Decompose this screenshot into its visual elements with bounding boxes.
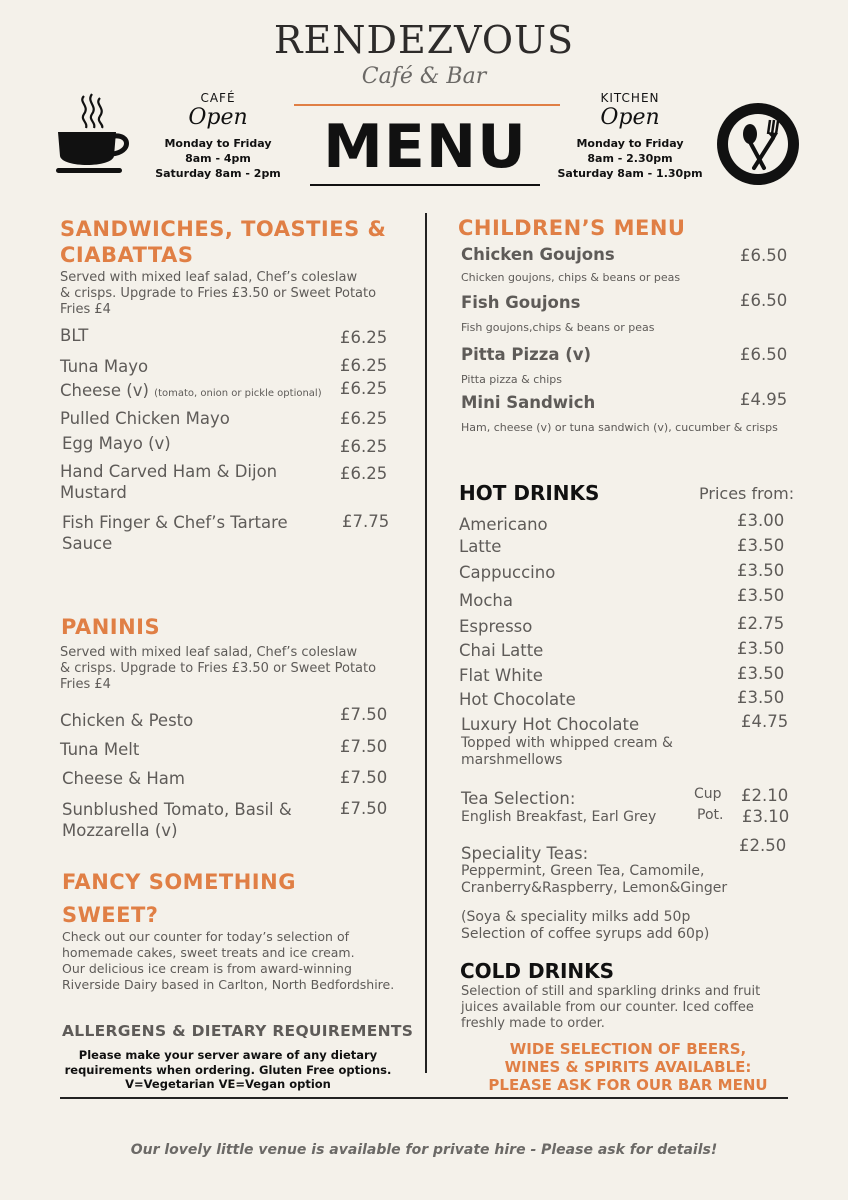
cafe-label: CAFÉ	[200, 91, 236, 105]
menu-item-name	[62, 512, 288, 554]
menu-item-price: £6.25	[340, 409, 388, 428]
desc-line: homemade cakes, sweet treats and ice cream.	[62, 945, 355, 960]
speciality-teas-price: £2.50	[739, 836, 787, 855]
menu-item-name: Chicken Goujons	[461, 245, 615, 264]
menu-item-price: £4.95	[740, 390, 788, 409]
cafe-hours-line: 8am - 4pm	[185, 152, 251, 165]
menu-item-name: Latte	[459, 537, 502, 556]
sandwiches-title-line: CIABATTAS	[60, 243, 194, 267]
menu-item-name: Cappuccino	[459, 563, 556, 582]
menu-item-name	[60, 461, 277, 503]
cup-label: Cup	[694, 786, 722, 802]
sweet-title-line: FANCY SOMETHING	[62, 870, 296, 894]
menu-item-price: £6.25	[340, 328, 388, 347]
sweet-description	[62, 929, 394, 993]
hot-drinks-title: HOT DRINKS	[459, 481, 600, 505]
cold-drinks-title: COLD DRINKS	[460, 959, 615, 983]
coffee-cup-icon	[54, 92, 134, 176]
kitchen-hours	[556, 91, 704, 181]
desc-line: Topped with whipped cream &	[461, 735, 673, 751]
sandwiches-title	[60, 216, 386, 268]
tea-selection-description: English Breakfast, Earl Grey	[461, 809, 657, 825]
footer-note: Our lovely little venue is available for private hire - Please ask for details!	[130, 1142, 718, 1158]
menu-item-name: Flat White	[459, 666, 543, 685]
menu-item-name: Fish Goujons	[461, 293, 581, 312]
speciality-teas-description	[461, 863, 727, 897]
menu-item-name: Mini Sandwich	[461, 393, 596, 412]
desc-line: & crisps. Upgrade to Fries £3.50 or Sweet Potato	[60, 661, 377, 676]
menu-item-line: Mozzarella (v)	[62, 821, 178, 840]
luxury-description	[461, 735, 673, 769]
menu-heading: MENU	[323, 112, 527, 182]
menu-item-name: Chai Latte	[459, 641, 544, 660]
menu-item-price: £7.50	[340, 737, 388, 756]
menu-underline	[310, 184, 540, 186]
desc-line: & crisps. Upgrade to Fries £3.50 or Sweet Potato	[60, 286, 377, 301]
allergens-description	[60, 1048, 396, 1092]
menu-item-line: Sunblushed Tomato, Basil &	[62, 800, 292, 819]
notice-line: PLEASE ASK FOR OUR BAR MENU	[488, 1076, 768, 1094]
notice-line: WIDE SELECTION OF BEERS,	[509, 1040, 747, 1058]
cup-price: £2.10	[741, 786, 789, 805]
menu-item-name: Pitta Pizza (v)	[461, 345, 592, 364]
desc-line: marshmellows	[461, 752, 563, 768]
menu-item-name: Egg Mayo (v)	[62, 434, 171, 453]
paninis-title: PANINIS	[61, 615, 161, 639]
prices-from-label: Prices from:	[699, 484, 795, 503]
note-line: (Soya & speciality milks add 50p	[461, 909, 691, 925]
column-divider	[425, 213, 427, 1073]
desc-line: freshly made to order.	[461, 1016, 605, 1031]
menu-item-price: £3.50	[737, 688, 785, 707]
cold-drinks-description	[461, 984, 760, 1032]
menu-item-price: £3.50	[737, 639, 785, 658]
cafe-open-status: Open	[188, 105, 248, 130]
desc-line: Our delicious ice cream is from award-winning	[62, 961, 352, 976]
kitchen-hours-line: 8am - 2.30pm	[587, 152, 673, 165]
brand-divider	[294, 104, 560, 106]
kitchen-label: KITCHEN	[600, 91, 660, 105]
menu-item-name: Pulled Chicken Mayo	[60, 409, 230, 428]
menu-item-price: £7.50	[340, 705, 388, 724]
menu-item-line: Sauce	[62, 534, 113, 553]
menu-item-name: Hot Chocolate	[459, 690, 576, 709]
kitchen-hours-line: Saturday 8am - 1.30pm	[557, 167, 703, 180]
speciality-teas-title: Speciality Teas:	[461, 844, 589, 863]
menu-item-price: £4.75	[741, 712, 789, 731]
menu-item-line: Fish Finger & Chef’s Tartare	[62, 513, 288, 532]
desc-line: Cranberry&Raspberry, Lemon&Ginger	[461, 880, 728, 896]
menu-item-name: Cheese & Ham	[62, 769, 185, 788]
menu-item-name: Espresso	[459, 617, 533, 636]
desc-line: Check out our counter for today’s selection of	[62, 929, 349, 944]
menu-item-line: Mustard	[60, 483, 127, 502]
bottom-divider	[60, 1097, 788, 1099]
tea-selection-title: Tea Selection:	[461, 789, 576, 808]
cafe-hours-line: Saturday 8am - 2pm	[155, 167, 281, 180]
sandwiches-title-line: SANDWICHES, TOASTIES &	[60, 217, 387, 241]
desc-line: juices available from our counter. Iced coffee	[461, 1000, 754, 1015]
children-title: CHILDREN’S MENU	[458, 216, 686, 240]
menu-item-price: £3.50	[737, 586, 785, 605]
menu-item-name	[60, 380, 322, 404]
menu-item-price: £6.25	[340, 379, 388, 398]
kitchen-open-status: Open	[600, 105, 660, 130]
sweet-title-line: SWEET?	[62, 903, 159, 927]
notice-line: WINES & SPIRITS AVAILABLE:	[504, 1058, 752, 1076]
cafe-hours	[150, 91, 286, 181]
desc-line: requirements when ordering. Gluten Free options.	[64, 1062, 392, 1077]
menu-item-price: £2.75	[737, 614, 785, 633]
menu-item-line: Hand Carved Ham & Dijon	[60, 462, 278, 481]
brand-subtitle: Café & Bar	[361, 64, 487, 89]
sandwiches-description	[60, 270, 376, 318]
spoon-fork-plate-icon	[716, 102, 800, 186]
bar-menu-notice	[458, 1040, 798, 1094]
desc-line: Please make your server aware of any dietary	[78, 1048, 378, 1062]
menu-item-price: £6.25	[340, 356, 388, 375]
pot-label: Pot.	[697, 807, 724, 823]
menu-item-price: £6.25	[340, 464, 388, 483]
menu-item-name: BLT	[60, 326, 89, 345]
menu-item-price: £3.50	[737, 664, 785, 683]
menu-item-name: Tuna Melt	[60, 740, 140, 759]
menu-item-name: Luxury Hot Chocolate	[461, 715, 640, 734]
desc-line: Fries £4	[60, 677, 111, 692]
paninis-description	[60, 645, 376, 693]
menu-item-note: (tomato, onion or pickle optional)	[154, 388, 322, 399]
menu-item-price: £7.50	[340, 799, 388, 818]
desc-line: Selection of still and sparkling drinks and fruit	[461, 984, 761, 999]
menu-item-label: Cheese (v)	[60, 381, 149, 400]
menu-item-description: Ham, cheese (v) or tuna sandwich (v), cucumber & crisps	[461, 421, 778, 434]
desc-line: Peppermint, Green Tea, Camomile,	[461, 863, 705, 879]
menu-item-name: Americano	[459, 515, 548, 534]
desc-line: V=Vegetarian VE=Vegan option	[125, 1077, 331, 1091]
desc-line: Riverside Dairy based in Carlton, North Bedfordshire.	[62, 977, 395, 992]
menu-item-name	[62, 799, 292, 841]
milk-syrup-note	[461, 909, 709, 943]
desc-line: Served with mixed leaf salad, Chef’s coleslaw	[60, 645, 358, 660]
menu-item-name: Mocha	[459, 591, 513, 610]
menu-item-description: Fish goujons,chips & beans or peas	[461, 321, 655, 334]
cafe-hours-line: Monday to Friday	[164, 137, 272, 150]
menu-item-price: £6.25	[340, 437, 388, 456]
desc-line: Served with mixed leaf salad, Chef’s coleslaw	[60, 270, 358, 285]
menu-item-price: £3.50	[737, 561, 785, 580]
menu-item-price: £6.50	[740, 345, 788, 364]
menu-item-description: Pitta pizza & chips	[461, 373, 562, 386]
kitchen-hours-line: Monday to Friday	[576, 137, 684, 150]
allergens-title: ALLERGENS & DIETARY REQUIREMENTS	[62, 1022, 414, 1040]
menu-item-name: Tuna Mayo	[60, 357, 149, 376]
menu-item-name: Chicken & Pesto	[60, 711, 194, 730]
note-line: Selection of coffee syrups add 60p)	[461, 926, 710, 942]
brand-title: RENDEZVOUS	[273, 18, 575, 62]
menu-item-price: £6.50	[740, 246, 788, 265]
menu-item-description: Chicken goujons, chips & beans or peas	[461, 271, 681, 284]
pot-price: £3.10	[742, 807, 790, 826]
menu-item-price: £7.75	[342, 512, 390, 531]
menu-item-price: £3.50	[737, 536, 785, 555]
menu-item-price: £3.00	[737, 511, 785, 530]
desc-line: Fries £4	[60, 302, 111, 317]
menu-item-price: £7.50	[340, 768, 388, 787]
menu-item-price: £6.50	[740, 291, 788, 310]
sweet-title	[62, 866, 296, 932]
